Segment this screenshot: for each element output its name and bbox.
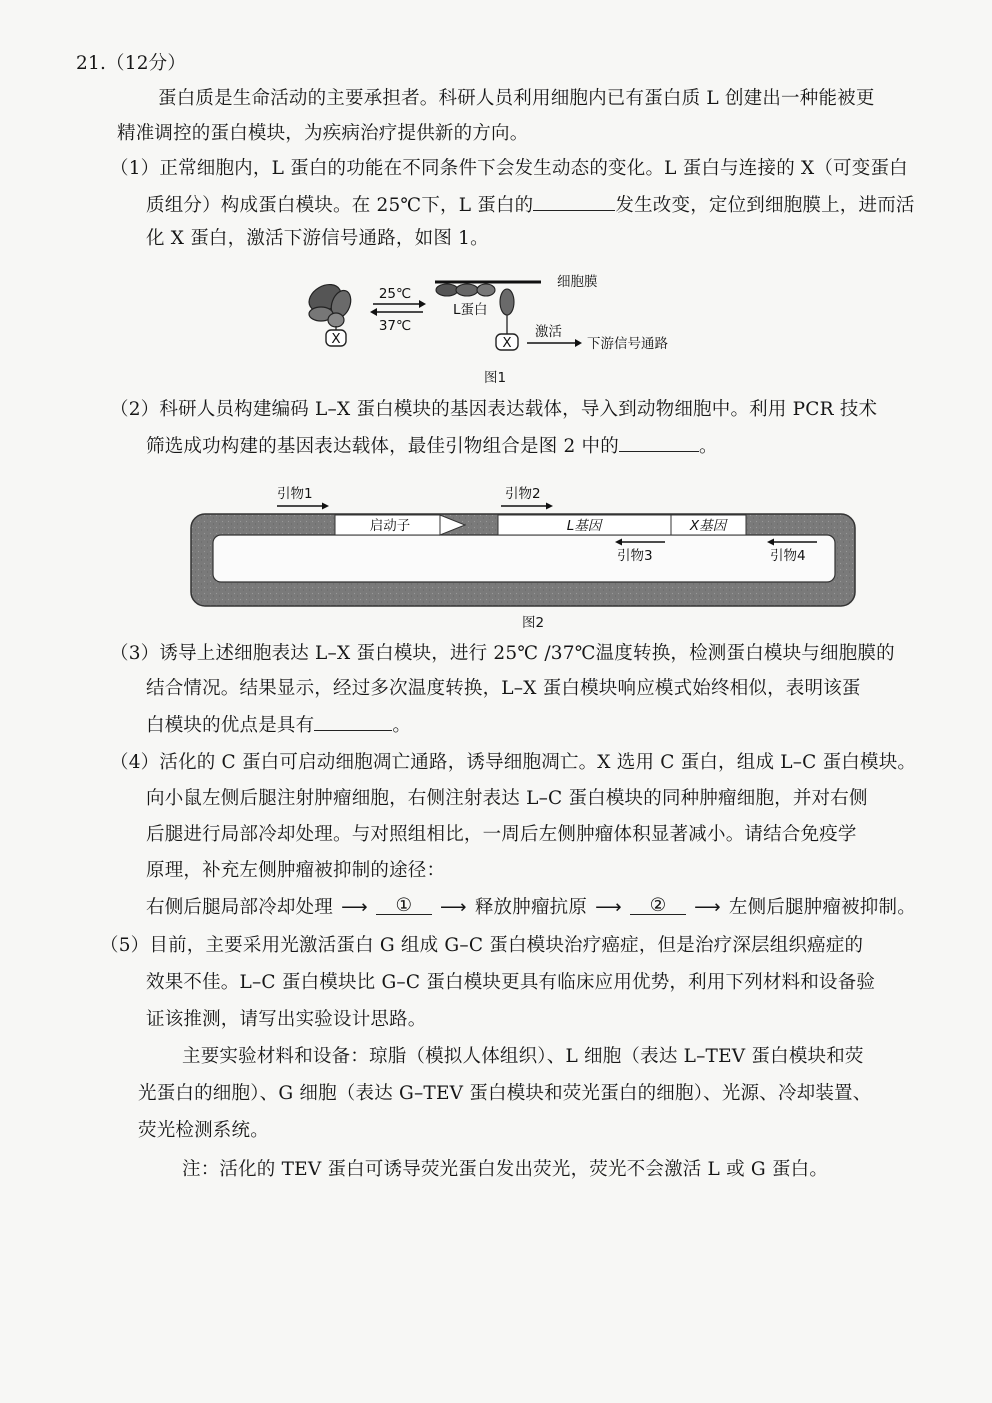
part4-line-4: 原理，补充左侧肿瘤被抑制的途径： [146,860,446,881]
figure-2 [185,478,865,610]
note-line: 注：活化的 TEV 蛋白可诱导荧光蛋白发出荧光，荧光不会激活 L 或 G 蛋白。 [182,1159,829,1180]
question-points: （12分） [106,53,187,74]
pathway-arrow-1: ⟶ [341,897,368,918]
primer-4-label: 引物4 [770,548,806,564]
part1-line-2 [146,192,915,218]
x-protein-left [326,330,346,347]
part2-line-2 [146,433,718,459]
part5-line-3: 证该推测，请写出实验设计思路。 [146,1009,427,1030]
part3-line-3-post: 。 [392,715,412,736]
part5-line-2: 效果不佳。L–C 蛋白模块比 G–C 蛋白模块更具有临床应用优势，利用下列材料和设备验 [146,972,876,993]
part3-line-1: （3）诱导上述细胞表达 L–X 蛋白模块，进行 25℃ /37℃温度转换，检测蛋白模块与细胞膜的 [110,643,895,664]
part3-line-3 [146,712,411,738]
x-protein-right [496,334,518,351]
primer-2-label: 引物2 [505,486,541,502]
answer-blank-4-1[interactable] [376,896,432,915]
pathway-arrow-2: ⟶ [440,897,467,918]
pathway-end: 左侧后腿肿瘤被抑制。 [728,897,916,918]
answer-blank-1[interactable] [533,192,615,211]
l-protein-inactive [304,279,354,330]
membrane-label: 细胞膜 [557,274,598,290]
blank-mark-2: ② [649,895,667,916]
part2-line-2-post: 。 [698,436,718,457]
pathway-arrow-3: ⟶ [595,897,622,918]
part3-line-2: 结合情况。结果显示，经过多次温度转换，L–X 蛋白模块响应模式始终相似，表明该蛋 [146,678,861,699]
part1-line-3: 化 X 蛋白，激活下游信号通路，如图 1。 [146,228,489,249]
part1-line-2-pre: 质组分）构成蛋白模块。在 25℃下，L 蛋白的 [146,195,534,216]
plasmid-interior [213,535,835,582]
pathway-middle: 释放肿瘤抗原 [474,897,588,918]
part2-line-2-pre: 筛选成功构建的基因表达载体，最佳引物组合是图 2 中的 [146,436,619,457]
temp-25-label: 25℃ [378,286,412,302]
answer-blank-4-2[interactable] [630,896,686,915]
pathway-arrow-4: ⟶ [694,897,721,918]
materials-line-2: 光蛋白的细胞）、G 细胞（表达 G–TEV 蛋白模块和荧光蛋白的细胞）、光源、冷却装置、 [138,1083,872,1104]
part3-line-3-pre: 白模块的优点是具有 [146,715,315,736]
temp-37-label: 37℃ [378,318,412,334]
part1-line-2-post: 发生改变，定位到细胞膜上，进而活 [615,195,915,216]
downstream-label: 下游信号通路 [587,336,668,352]
promoter-label: 启动子 [369,518,411,534]
activate-label: 激活 [535,324,562,340]
question-header [76,52,186,76]
figure-2-caption: 图2 [522,615,545,631]
part5-line-1: （5）目前，主要采用光激活蛋白 G 组成 G–C 蛋白模块治疗癌症，但是治疗深层组织癌症的 [100,935,864,956]
part4-pathway [146,896,916,920]
x-gene-label: X基因 [689,518,727,534]
primer-1-label: 引物1 [277,486,313,502]
figure-1 [295,268,715,363]
primer-3-label: 引物3 [617,548,653,564]
answer-blank-2[interactable] [619,433,699,452]
l-protein-label: L蛋白 [453,302,488,318]
blank-mark-1: ① [395,895,413,916]
part1-line-1: （1）正常细胞内，L 蛋白的功能在不同条件下会发生动态的变化。L 蛋白与连接的 X（可变蛋白 [110,158,908,179]
materials-line-3: 荧光检测系统。 [138,1120,269,1141]
question-number: 21. [76,53,107,74]
figure-1-caption: 图1 [484,370,507,386]
x-label-right: X [502,335,512,351]
part4-line-1: （4）活化的 C 蛋白可启动细胞凋亡通路，诱导细胞凋亡。X 选用 C 蛋白，组成 L–C 蛋白模块。 [110,752,917,773]
intro-line-2: 精准调控的蛋白模块，为疾病治疗提供新的方向。 [117,123,529,144]
intro-line-1: 蛋白质是生命活动的主要承担者。科研人员利用细胞内已有蛋白质 L 创建出一种能被更 [158,88,875,109]
x-label-left: X [331,331,341,347]
part4-line-3: 后腿进行局部冷却处理。与对照组相比，一周后左侧肿瘤体积显著减小。请结合免疫学 [146,824,857,845]
answer-blank-3[interactable] [314,712,392,731]
pathway-start: 右侧后腿局部冷却处理 [146,897,334,918]
materials-line-1: 主要实验材料和设备：琼脂（模拟人体组织）、L 细胞（表达 L–TEV 蛋白模块和荧 [182,1046,864,1067]
part4-line-2: 向小鼠左侧后腿注射肿瘤细胞，右侧注射表达 L–C 蛋白模块的同种肿瘤细胞，并对右侧 [146,788,868,809]
part2-line-1: （2）科研人员构建编码 L–X 蛋白模块的基因表达载体，导入到动物细胞中。利用 PCR 技术 [110,399,878,420]
l-gene-label: L基因 [566,518,602,534]
